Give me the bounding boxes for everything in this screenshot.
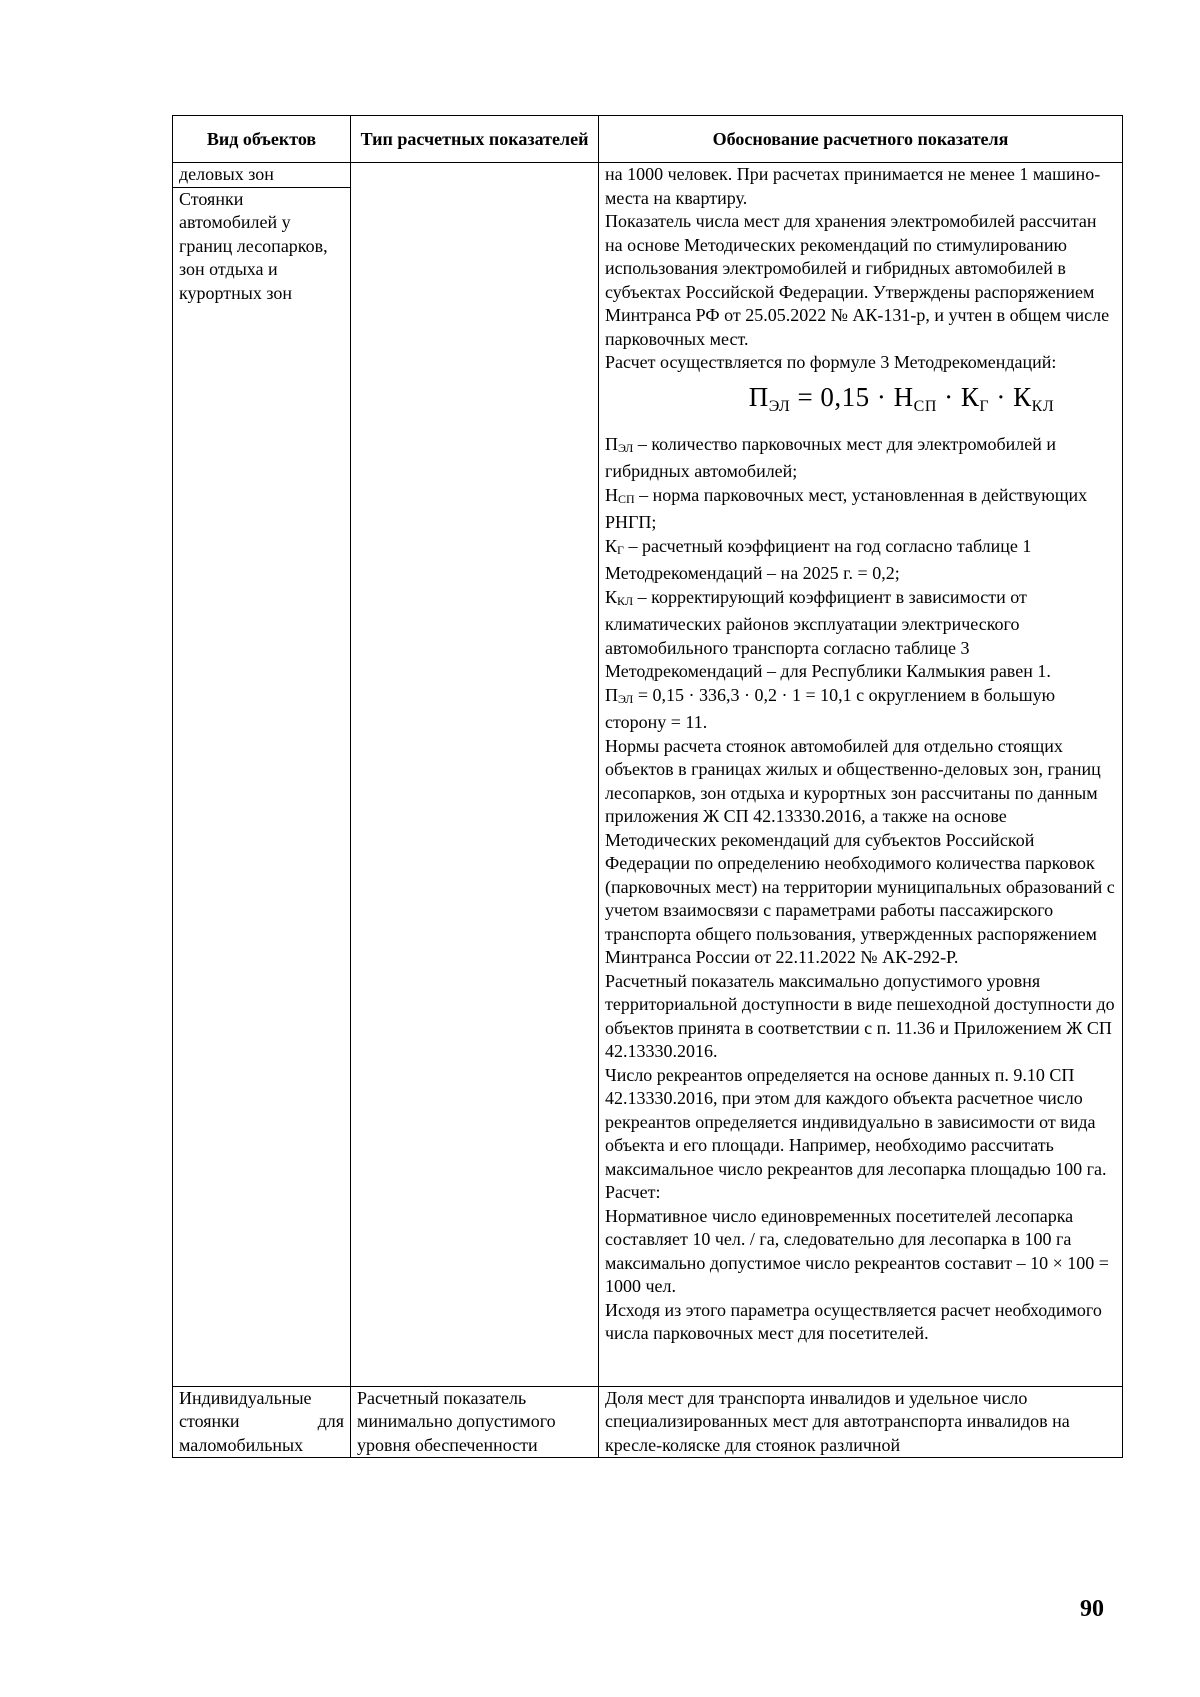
definition-p-el: $П_{ЭЛ}$ – количество парковочных мест для электромобилей и гибридных автомобилей; xyxy=(605,433,1057,481)
table-row xyxy=(173,1386,1123,1458)
cell-object-type-disabled: Индивидуальные стоянки для маломобильных xyxy=(173,1386,351,1458)
cell-indicator-type: Расчетный показатель минимально допустимого уровня обеспеченности xyxy=(351,1386,599,1458)
cell-justification-disabled: Доля мест для транспорта инвалидов и удельное число специализированных мест для автотранспорта инвалидов на кресле-коляске для стоянок различной xyxy=(599,1386,1123,1458)
cell-object-type: Стоянки автомобилей у границ лесопарков, зон отдыха и курортных зон xyxy=(173,187,351,1386)
paragraph-recreants: Число рекреантов определяется на основе данных п. 9.10 СП 42.13330.2016, при этом для каждого объекта расчетное число рекреантов определяется индивидуально в зависимости от вида объекта и его площади. Например, необходимо рассчитать максимальное число рекреантов для лесопарка площадью 100 га. xyxy=(605,1064,1107,1179)
header-indicator-type: Тип расчетных показателей xyxy=(351,116,599,163)
definition-n-sp: $Н_{СП}$ – норма парковочных мест, установленная в действующих РНГП; xyxy=(605,484,1088,532)
table-header-row xyxy=(173,116,1123,163)
table-row xyxy=(173,163,1123,188)
cell-indicator-empty xyxy=(351,163,599,1387)
paragraph-intro: на 1000 человек. При расчетах принимается не менее 1 машино-места на квартиру. xyxy=(605,164,1101,208)
paragraph-accessibility: Расчетный показатель максимально допустимого уровня территориальной доступности в виде пешеходной доступности до объектов принята в соответствии с п. 11.36 и Приложением Ж СП 42.13330.2016. xyxy=(605,970,1115,1061)
formula: $П_{ЭЛ} = 0,15 \cdot Н_{СП} \cdot К_Г \cdot К_{КЛ}$ xyxy=(748,381,1055,415)
paragraph-ev-basis: Показатель числа мест для хранения электромобилей рассчитан на основе Методических рекомендаций по стимулированию использования электромобилей и гибридных автомобилей в субъектах Российской Федерации. Утверждены распоряжением Минтранса РФ от 25.05.2022 № АК-131-р, и учтен в общем числе парковочных мест. xyxy=(605,211,1110,349)
header-justification: Обоснование расчетного показателя xyxy=(599,116,1123,163)
header-object-type: Вид объектов xyxy=(173,116,351,163)
paragraph-visitors: Нормативное число единовременных посетителей лесопарка составляет 10 чел. / га, следовательно для лесопарка в 100 га максимально допустимое число рекреантов составит – 10 × 100 = 1000 чел. xyxy=(605,1205,1109,1296)
paragraph-conclusion: Исходя из этого параметра осуществляется расчет необходимого числа парковочных мест для посетителей. xyxy=(605,1299,1102,1343)
calculation-result: $П_{ЭЛ} = 0,15 \cdot 336,3 \cdot 0,2 \cdot 1 = 10,1$ с округлением в большую сторону = 11. xyxy=(605,684,1056,732)
paragraph-formula-ref: Расчет осуществляется по формуле 3 Методрекомендаций: xyxy=(605,352,1057,372)
page-number: 90 xyxy=(1080,1596,1104,1622)
paragraph-parking-norms: Нормы расчета стоянок автомобилей для отдельно стоящих объектов в границах жилых и общественно-деловых зон, границ лесопарков, зон отдыха и курортных зон рассчитаны по данным приложения Ж СП 42.13330.2016, а также на основе Методических рекомендаций для субъектов Российской Федерации по определению необходимого количества парковок (парковочных мест) на территории муниципальных образований с учетом взаимосвязи с параметрами работы пассажирского транспорта общего пользования, утвержденных распоряжением Минтранса России от 22.11.2022 № АК-292-Р. xyxy=(605,735,1115,967)
cell-justification xyxy=(599,163,1123,1387)
definition-k-g: $К_Г$ – расчетный коэффициент на год согласно таблице 1 Методрекомендаций – на 2025 г. = 0,2; xyxy=(605,535,1032,583)
cell-object-cont: деловых зон xyxy=(173,163,351,188)
definition-k-kl: $К_{КЛ}$ – корректирующий коэффициент в зависимости от климатических районов эксплуатации электрического автомобильного транспорта согласно таблице 3 Методрекомендаций – для Республики Калмыкия равен 1. xyxy=(605,586,1051,681)
paragraph-calc-label: Расчет: xyxy=(605,1182,661,1202)
regulation-table xyxy=(172,115,1123,1458)
